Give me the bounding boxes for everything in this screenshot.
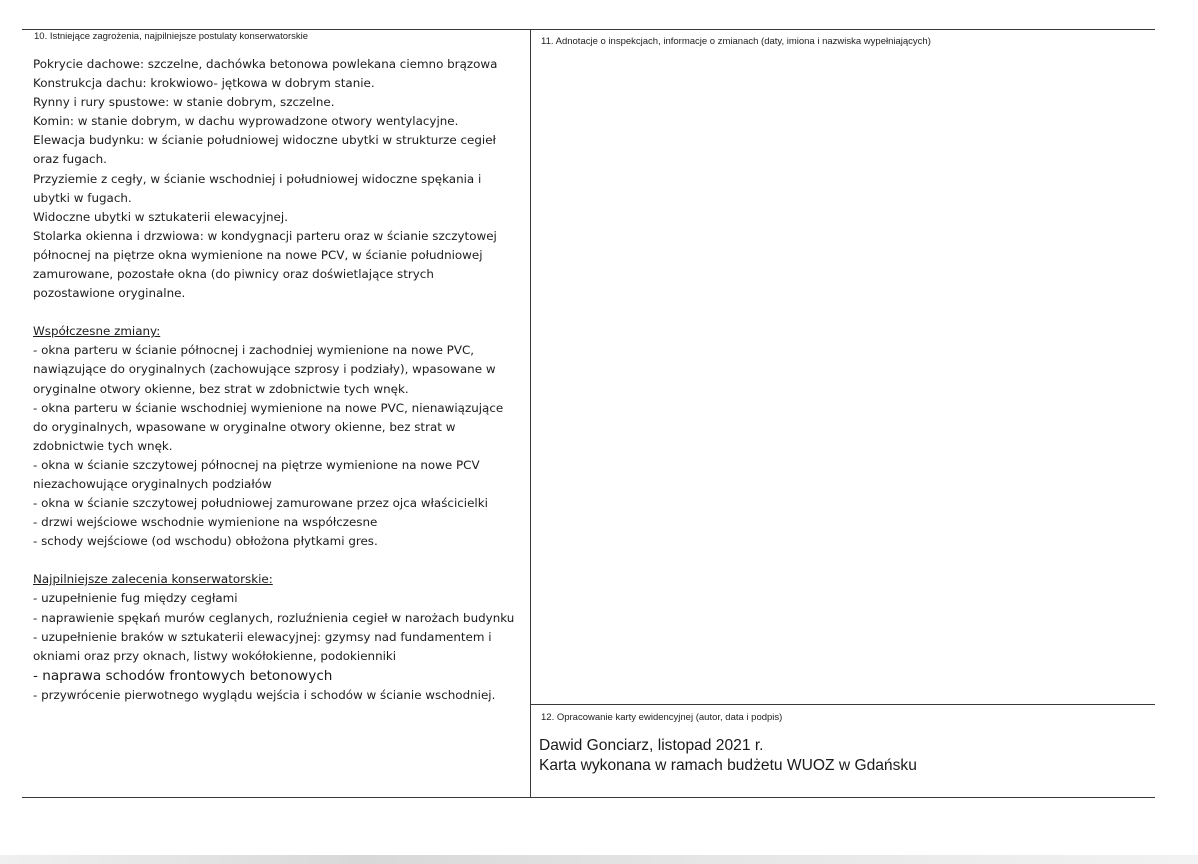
- changes-heading: Współczesne zmiany:: [33, 324, 161, 339]
- condition-line: ubytki w fugach.: [33, 190, 132, 205]
- section12-label: 12. Opracowanie karty ewidencyjnej (autor, data i podpis): [541, 712, 783, 723]
- recommendations-heading: Najpilniejsze zalecenia konserwatorskie:: [33, 572, 273, 587]
- condition-line: zamurowane, pozostałe okna (do piwnicy oraz doświetlające strych: [33, 267, 434, 282]
- section12-content: [539, 736, 917, 776]
- change-line: do oryginalnych, wpasowane w oryginalne otwory okienne, bez strat w: [33, 419, 456, 434]
- section12-top-line: [530, 704, 1155, 705]
- condition-line: Pokrycie dachowe: szczelne, dachówka betonowa powlekana ciemno brązowa: [33, 57, 498, 71]
- change-line: oryginalne otwory okienne, bez strat w zdobnictwie tych wnęk.: [33, 381, 409, 396]
- spacer: [33, 303, 523, 322]
- recommendation-line: - naprawa schodów frontowych betonowych: [33, 667, 333, 684]
- condition-line: Widoczne ubytki w sztukaterii elewacyjnej.: [33, 209, 288, 224]
- top-border-line: [22, 29, 1155, 30]
- recommendation-line: - naprawienie spękań murów ceglanych, rozluźnienia cegieł w narożach budynku: [33, 610, 515, 625]
- condition-line: północnej na piętrze okna wymienione na nowe PCV, w ścianie południowej: [33, 247, 483, 262]
- condition-line: Komin: w stanie dobrym, w dachu wyprowadzone otwory wentylacyjne.: [33, 114, 459, 129]
- condition-line: pozostawione oryginalne.: [33, 286, 186, 301]
- condition-line: Konstrukcja dachu: krokwiowo- jętkowa w dobrym stanie.: [33, 76, 375, 91]
- recommendation-line: okniami oraz przy oknach, listwy wokółokienne, podokienniki: [33, 648, 397, 663]
- author-line: Dawid Gonciarz, listopad 2021 r.: [539, 737, 764, 754]
- recommendation-line: - uzupełnienie braków w sztukaterii elewacyjnej: gzymsy nad fundamentem i: [33, 629, 492, 644]
- change-line: - okna parteru w ścianie wschodniej wymienione na nowe PVC, nienawiązujące: [33, 400, 504, 415]
- condition-line: Stolarka okienna i drzwiowa: w kondygnacji parteru oraz w ścianie szczytowej: [33, 228, 497, 243]
- change-line: nawiązujące do oryginalnych (zachowujące szprosy i podziały), wpasowane w: [33, 362, 496, 377]
- bottom-border-line: [22, 797, 1155, 798]
- budget-line: Karta wykonana w ramach budżetu WUOZ w Gdańsku: [539, 757, 917, 774]
- scan-edge-shadow: [0, 855, 1198, 864]
- change-line: - okna w ścianie szczytowej północnej na piętrze wymienione na nowe PCV: [33, 457, 480, 472]
- condition-line: oraz fugach.: [33, 152, 107, 167]
- change-line: - okna parteru w ścianie północnej i zachodniej wymienione na nowe PVC,: [33, 343, 475, 358]
- section10-content: [33, 55, 523, 705]
- recommendation-line: - przywrócenie pierwotnego wyglądu wejścia i schodów w ścianie wschodniej.: [33, 687, 496, 702]
- change-line: zdobnictwie tych wnęk.: [33, 438, 173, 453]
- condition-line: Przyziemie z cegły, w ścianie wschodniej i południowej widoczne spękania i: [33, 171, 482, 186]
- change-line: - okna w ścianie szczytowej południowej zamurowane przez ojca właścicielki: [33, 496, 488, 511]
- change-line: niezachowujące oryginalnych podziałów: [33, 476, 272, 491]
- section11-label: 11. Adnotacje o inspekcjach, informacje o zmianach (daty, imiona i nazwiska wypełniających): [541, 36, 931, 47]
- change-line: - schody wejściowe (od wschodu) obłożona płytkami gres.: [33, 534, 378, 549]
- section10-label: 10. Istniejące zagrożenia, najpilniejsze postulaty konserwatorskie: [34, 31, 309, 42]
- recommendation-line: - uzupełnienie fug między cegłami: [33, 591, 238, 606]
- change-line: - drzwi wejściowe wschodnie wymienione na współczesne: [33, 515, 378, 530]
- spacer: [33, 551, 523, 570]
- condition-line: Rynny i rury spustowe: w stanie dobrym, szczelne.: [33, 95, 335, 110]
- column-divider-line: [530, 29, 531, 798]
- condition-line: Elewacja budynku: w ścianie południowej widoczne ubytki w strukturze cegieł: [33, 133, 496, 148]
